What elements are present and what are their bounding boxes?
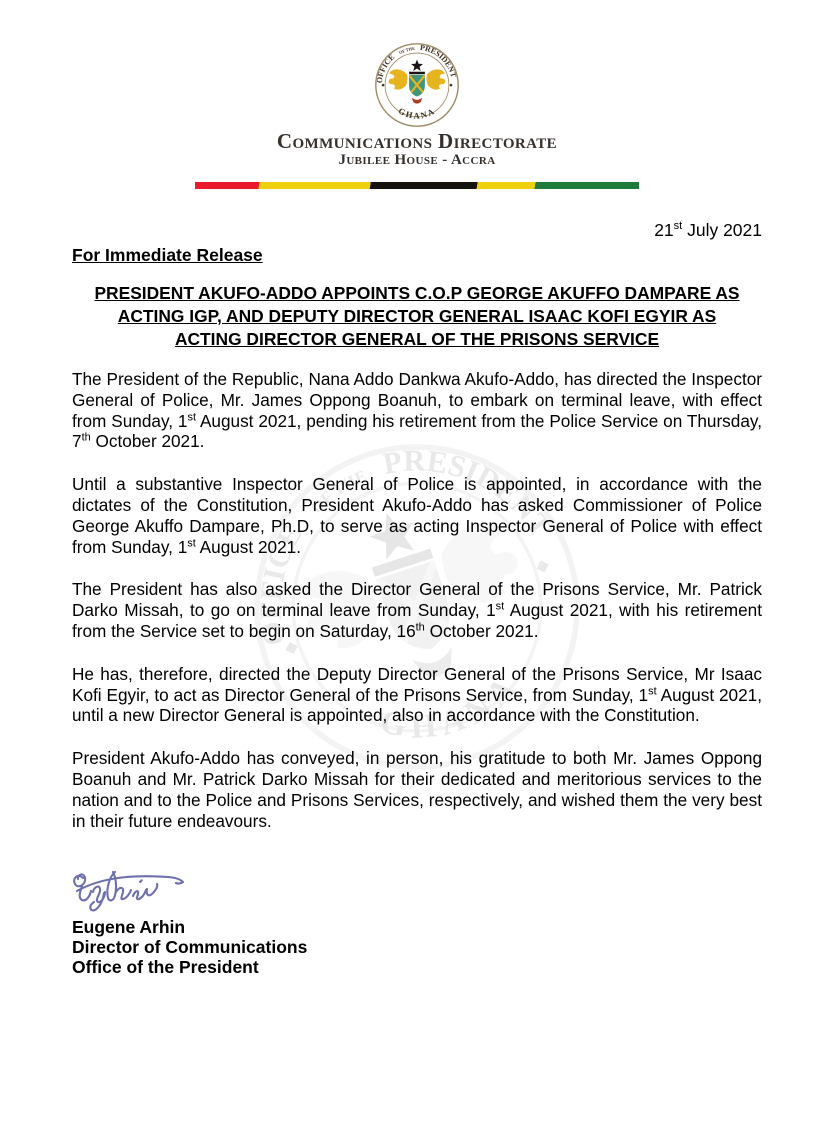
seal-text-of-the: OF THE: [398, 45, 416, 56]
press-title-line-1: PRESIDENT AKUFO-ADDO APPOINTS C.O.P GEORGE AKUFFO DAMPARE AS: [94, 283, 740, 303]
signature-image: [70, 865, 192, 915]
signature-strokes: [74, 872, 183, 910]
paragraph: The President has also asked the Director General of the Prisons Service, Mr. Patrick Darko Missah, to go on terminal leave from Sunday, 1st August 2021, with his retirement from the Service set to begin on Saturday, 16th October 2021.: [72, 579, 762, 641]
paragraph: The President of the Republic, Nana Addo Dankwa Akufo-Addo, has directed the Inspector General of Police, Mr. James Oppong Boanuh, to embark on terminal leave, with effect from Sunday, 1st August 2021, pending his retirement from the Police Service on Thursday, 7th October 2021.: [72, 369, 762, 452]
ghana-flag-bar: [195, 182, 639, 189]
date-month-year: July 2021: [682, 220, 762, 240]
release-date: [72, 219, 762, 241]
press-title-line-2: ACTING IGP, AND DEPUTY DIRECTOR GENERAL ISAAC KOFI EGYIR AS: [117, 306, 717, 326]
location-line: Jubilee House - Accra: [338, 152, 496, 168]
release-label: For Immediate Release: [72, 245, 263, 265]
signatory-block: [72, 917, 762, 977]
paragraph: Until a substantive Inspector General of Police is appointed, in accordance with the dictates of the Constitution, President Akufo-Addo has asked Commissioner of Police George Akuffo Dampare, Ph.D, to serve as acting Inspector General of Police with effect from Sunday, 1st August 2021.: [72, 474, 762, 557]
signatory-office: Office of the President: [72, 957, 259, 978]
document-body: [72, 219, 762, 977]
directorate-title: Communications Directorate: [276, 129, 558, 153]
seal-text-office: OFFICE: [374, 52, 397, 84]
date-ordinal-suffix: st: [673, 220, 683, 233]
seal-text-ghana: GHANA: [396, 105, 438, 121]
press-release-page: [0, 42, 834, 977]
press-title-line-3: ACTING DIRECTOR GENERAL OF THE PRISONS SERVICE: [174, 329, 660, 349]
signatory-name: Eugene Arhin: [72, 917, 186, 938]
seal-torse: [409, 72, 425, 75]
letterhead: [0, 42, 834, 189]
seal-text-president: PRESIDENT: [419, 42, 459, 79]
press-title: [72, 282, 762, 351]
presidential-seal: [374, 42, 460, 128]
paragraphs: [72, 369, 762, 831]
signatory-role: Director of Communications: [72, 937, 308, 958]
date-day: 21: [654, 220, 674, 240]
paragraph: President Akufo-Addo has conveyed, in person, his gratitude to both Mr. James Oppong Boanuh and Mr. Patrick Darko Missah for their dedicated and meritorious services to the nation and to the Police and Prisons Services, respectively, and wished them the very best in their future endeavours.: [72, 748, 762, 831]
paragraph: He has, therefore, directed the Deputy Director General of the Prisons Service, Mr Isaac Kofi Egyir, to act as Director General of the Prisons Service, from Sunday, 1st August 2021, until a new Director General is appointed, also in accordance with the Constitution.: [72, 663, 762, 726]
